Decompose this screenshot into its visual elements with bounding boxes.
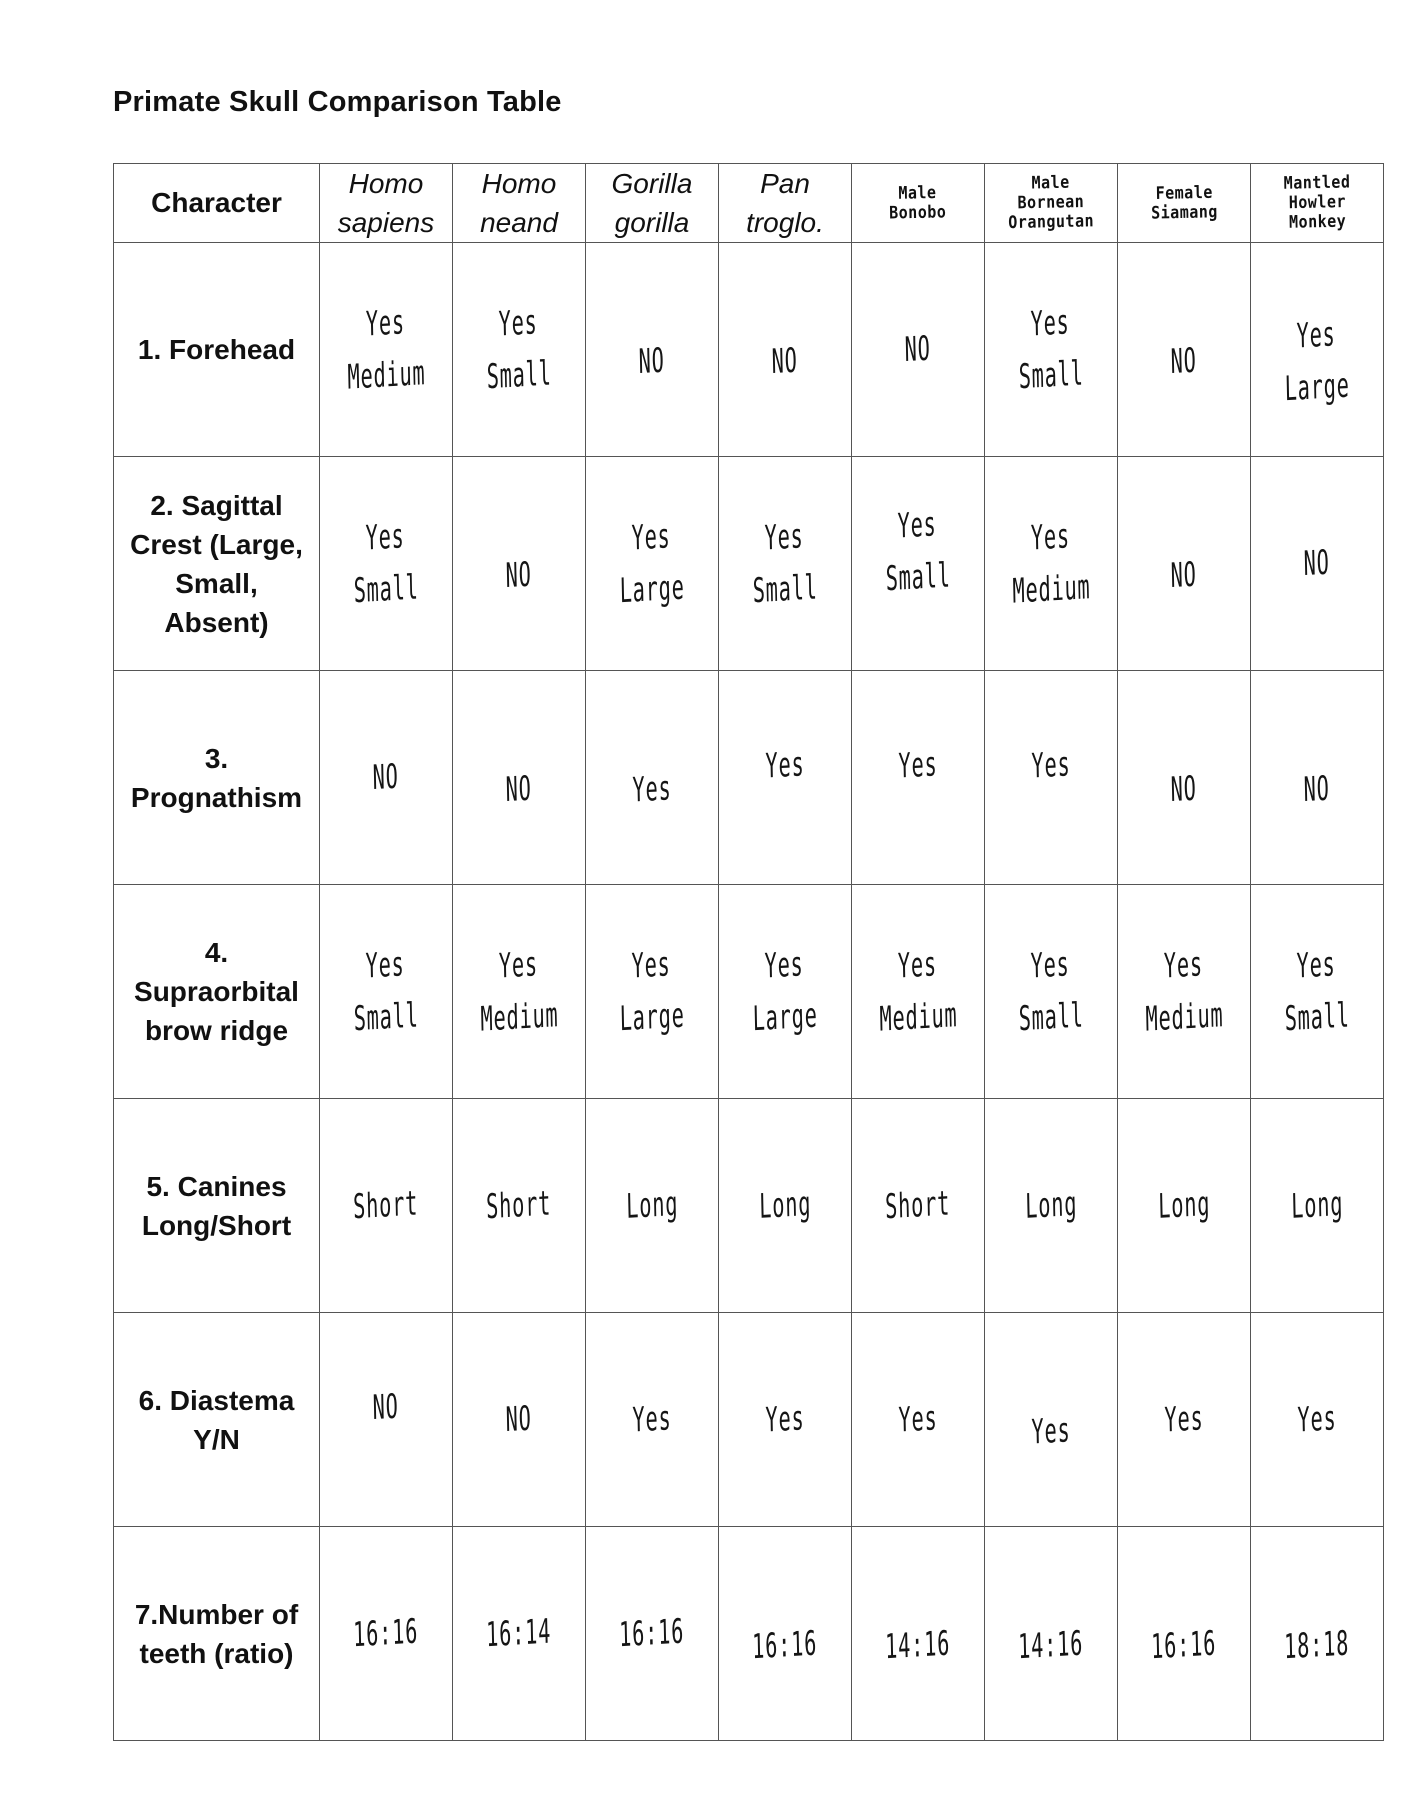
table-cell — [852, 1099, 985, 1313]
table-cell — [586, 457, 719, 671]
table-cell — [719, 457, 852, 671]
table-cell — [985, 1313, 1118, 1527]
handwritten-value: NO — [372, 1387, 400, 1428]
handwritten-value: 18:18 — [1284, 1624, 1350, 1667]
species-header — [453, 164, 586, 243]
table-cell — [1118, 1099, 1251, 1313]
handwritten-value: Yes — [765, 1398, 805, 1441]
table-cell — [1251, 457, 1384, 671]
character-label: 1. Forehead — [137, 334, 296, 365]
character-label: 3. Prognathism — [130, 742, 303, 813]
table-cell — [453, 457, 586, 671]
table-row — [114, 1313, 1384, 1527]
handwritten-value: Yes Large — [619, 944, 686, 1039]
table-cell — [453, 671, 586, 885]
table-cell — [586, 1099, 719, 1313]
species-header-line1: Homo — [481, 168, 557, 199]
handwritten-value: NO — [372, 757, 400, 798]
table-cell — [1251, 1313, 1384, 1527]
handwritten-value: Yes — [898, 744, 938, 787]
table-cell — [1251, 1527, 1384, 1741]
table-cell — [320, 1527, 453, 1741]
species-header-text: Mantled Howler Monkey — [1283, 171, 1351, 233]
handwritten-value: Yes — [1164, 1398, 1204, 1441]
handwritten-value: Yes — [632, 1398, 672, 1441]
table-cell — [1251, 885, 1384, 1099]
table-cell — [320, 243, 453, 457]
handwritten-value: NO — [1170, 555, 1198, 596]
table-cell — [453, 885, 586, 1099]
species-header-line2: gorilla — [614, 207, 690, 238]
table-cell — [320, 457, 453, 671]
table-cell — [1118, 671, 1251, 885]
handwritten-value: NO — [505, 1399, 533, 1440]
table-cell — [719, 243, 852, 457]
species-header — [320, 164, 453, 243]
page-title: Primate Skull Comparison Table — [113, 86, 562, 118]
header-row — [114, 164, 1384, 243]
comparison-table — [113, 163, 1384, 1741]
species-header-handwritten — [1118, 164, 1251, 243]
species-header-handwritten — [1251, 164, 1384, 243]
table-cell — [852, 1313, 985, 1527]
handwritten-value: Yes Large — [752, 944, 819, 1039]
handwritten-value: Yes Medium — [879, 944, 958, 1040]
handwritten-value: Yes — [898, 1398, 938, 1441]
handwritten-value: 16:16 — [752, 1624, 818, 1667]
character-label: 4. Supraorbital brow ridge — [134, 937, 299, 1046]
handwritten-value: Yes Small — [486, 302, 553, 397]
handwritten-value: NO — [638, 341, 666, 382]
handwritten-value: Yes Small — [353, 944, 420, 1039]
character-label: 5. Canines Long/Short — [141, 1170, 292, 1241]
species-header-line2: troglo. — [746, 207, 824, 238]
handwritten-value: Yes — [1031, 1410, 1071, 1453]
table-cell — [453, 1527, 586, 1741]
table-row — [114, 457, 1384, 671]
handwritten-value: Yes Small — [353, 516, 420, 611]
table-cell — [586, 1313, 719, 1527]
species-header-line1: Gorilla — [611, 168, 693, 199]
table-cell — [985, 1527, 1118, 1741]
handwritten-value: NO — [771, 341, 799, 382]
table-row — [114, 885, 1384, 1099]
species-header-text: Male Bornean Orangutan — [1008, 171, 1095, 233]
species-header — [586, 164, 719, 243]
handwritten-value: 16:14 — [486, 1612, 552, 1655]
handwritten-value: Yes Small — [752, 516, 819, 611]
table-cell — [453, 1313, 586, 1527]
handwritten-value: Yes Large — [619, 516, 686, 611]
handwritten-value: NO — [1303, 769, 1331, 810]
handwritten-value: 14:16 — [1018, 1624, 1084, 1667]
species-header-handwritten — [985, 164, 1118, 243]
handwritten-value: 16:16 — [1151, 1624, 1217, 1667]
handwritten-value: Yes Small — [1284, 944, 1351, 1039]
table-cell — [320, 1313, 453, 1527]
table-cell — [586, 885, 719, 1099]
species-header-handwritten — [852, 164, 985, 243]
species-header — [719, 164, 852, 243]
character-cell — [114, 671, 320, 885]
table-cell — [719, 671, 852, 885]
table-cell — [586, 671, 719, 885]
handwritten-value: Short — [486, 1184, 552, 1227]
character-cell — [114, 885, 320, 1099]
handwritten-value: NO — [1170, 769, 1198, 810]
table-cell — [1251, 671, 1384, 885]
character-cell — [114, 243, 320, 457]
table-cell — [719, 1099, 852, 1313]
handwritten-value: Yes Medium — [347, 302, 426, 398]
handwritten-value: NO — [1170, 341, 1198, 382]
table-cell — [852, 457, 985, 671]
species-header-line2: sapiens — [337, 207, 435, 238]
character-label: 7.Number of teeth (ratio) — [134, 1598, 299, 1669]
handwritten-value: Yes Medium — [1012, 516, 1091, 612]
character-cell — [114, 1527, 320, 1741]
handwritten-value: Yes — [1031, 744, 1071, 787]
species-header-text: Male Bonobo — [889, 181, 947, 223]
handwritten-value: Short — [353, 1184, 419, 1227]
table-cell — [852, 671, 985, 885]
table-cell — [320, 885, 453, 1099]
species-header-text: Female Siamang — [1150, 181, 1218, 223]
handwritten-value: Long — [1290, 1184, 1344, 1227]
character-label: 6. Diastema Y/N — [138, 1384, 295, 1455]
handwritten-value: Yes Medium — [480, 944, 559, 1040]
character-label: 2. Sagittal Crest (Large, Small, Absent) — [130, 489, 303, 638]
handwritten-value: 14:16 — [885, 1624, 951, 1667]
table-row — [114, 671, 1384, 885]
table-cell — [985, 671, 1118, 885]
character-cell — [114, 457, 320, 671]
table-cell — [852, 885, 985, 1099]
handwritten-value: Long — [1157, 1184, 1211, 1227]
table-cell — [985, 885, 1118, 1099]
handwritten-value: NO — [505, 555, 533, 596]
handwritten-value: Yes Small — [1018, 302, 1085, 397]
table-cell — [719, 885, 852, 1099]
table-cell — [1251, 243, 1384, 457]
table-cell — [453, 243, 586, 457]
table-cell — [852, 1527, 985, 1741]
table-row — [114, 1099, 1384, 1313]
species-header-line1: Homo — [348, 168, 424, 199]
species-header-line2: neand — [480, 207, 558, 238]
table-cell — [985, 1099, 1118, 1313]
handwritten-value: NO — [505, 769, 533, 810]
table-cell — [719, 1527, 852, 1741]
handwritten-value: NO — [1303, 543, 1331, 584]
table-cell — [985, 243, 1118, 457]
handwritten-value: Yes Small — [1018, 944, 1085, 1039]
table-cell — [1118, 457, 1251, 671]
handwritten-value: Yes Large — [1284, 314, 1351, 409]
handwritten-value: 16:16 — [353, 1612, 419, 1655]
character-header — [114, 164, 320, 243]
table-cell — [1118, 885, 1251, 1099]
handwritten-value: Yes — [632, 768, 672, 811]
table-cell — [586, 1527, 719, 1741]
table-cell — [320, 671, 453, 885]
character-cell — [114, 1313, 320, 1527]
table-cell — [586, 243, 719, 457]
character-cell — [114, 1099, 320, 1313]
handwritten-value: Long — [758, 1184, 812, 1227]
table-cell — [719, 1313, 852, 1527]
table-cell — [1118, 1527, 1251, 1741]
table-cell — [1251, 1099, 1384, 1313]
table-row — [114, 243, 1384, 457]
handwritten-value: Yes — [1297, 1398, 1337, 1441]
table-cell — [453, 1099, 586, 1313]
handwritten-value: 16:16 — [619, 1612, 685, 1655]
table-cell — [985, 457, 1118, 671]
table-cell — [1118, 243, 1251, 457]
species-header-line1: Pan — [760, 168, 810, 199]
handwritten-value: Yes Small — [885, 504, 952, 599]
table-cell — [1118, 1313, 1251, 1527]
table-row — [114, 1527, 1384, 1741]
table-cell — [320, 1099, 453, 1313]
handwritten-value: Yes Medium — [1145, 944, 1224, 1040]
character-header-label: Character — [151, 187, 282, 218]
handwritten-value: NO — [904, 329, 932, 370]
handwritten-value: Long — [625, 1184, 679, 1227]
handwritten-value: Short — [885, 1184, 951, 1227]
handwritten-value: Long — [1024, 1184, 1078, 1227]
handwritten-value: Yes — [765, 744, 805, 787]
table-cell — [852, 243, 985, 457]
